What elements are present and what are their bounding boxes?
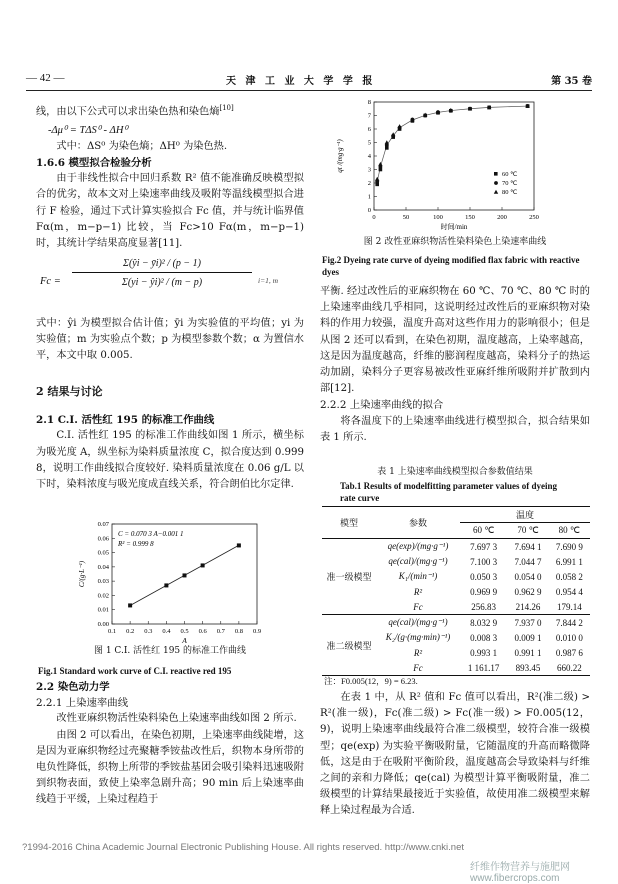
equation-numerator: Σ(ŷi − ȳi)² / (p − 1): [72, 258, 252, 273]
section-2-2-1-title: 2.2.1 上染速率曲线: [36, 697, 129, 710]
table-value-cell: 0.954 4: [555, 586, 583, 597]
left-column-4: [36, 679, 304, 809]
data-point-series-2: [385, 140, 389, 144]
table-value-cell: 179.14: [549, 599, 590, 615]
footer-copyright: ?1994-2016 China Academic Journal Electronic Publishing House. All rights reserved. http://www.cnki.net: [22, 842, 464, 853]
data-point: [183, 573, 187, 577]
table-group-label: 准一级模型: [322, 539, 376, 615]
paragraph-fit-discussion: 在表 1 中，从 R² 值和 Fc 值可以看出，R²(准二级) > R²(准一级)，Fc(准二级) > Fc(准一级) > F0.005(12，9)，说明上染速率曲线最符合准二级模型，较符合准一级模型；qe(exp) 为实验平衡吸附量，它随温度的升高而略微降低，这是由于在吸附平衡阶段，温度越高会导致染料与纤维之间的亲和力降低；qe(cal) 为模型计算平衡吸附量，准二级模型的计算结果最接近于实验值，故使用准二级模型来解释上染过程最为合适.: [320, 692, 590, 817]
section-1-6-6-title: 1.6.6 模型拟合检验分析: [36, 157, 152, 169]
watermark: 纤维作物营养与施肥网 www.fibercrops.com: [470, 862, 570, 884]
legend-label: 80 ℃: [502, 189, 518, 196]
table-row: [322, 615, 590, 631]
data-point: [164, 583, 168, 587]
table-value-cell: 0.962 9: [514, 586, 542, 597]
figure-2-caption-en: Fig.2 Dyeing rate curve of dyeing modified flax fabric with reactive dyes: [322, 255, 580, 277]
paragraph-entropy-where: 式中：ΔS⁰ 为染色熵；ΔH⁰ 为染色热.: [56, 140, 228, 152]
table-param-cell: K₂/(g·(mg·min)⁻¹): [385, 632, 451, 642]
y-axis-label: C/(g·L⁻¹): [78, 560, 86, 588]
y-tick-label: 7: [367, 112, 371, 120]
y-tick-label: 0.07: [97, 521, 109, 528]
table-header-temp-70: 70 ℃: [507, 523, 548, 539]
equation-denominator: Σ(yi − ŷi)² / (m − p): [121, 277, 203, 288]
table-1-note: 注：F0.005(12，9) = 6.23.: [324, 676, 418, 686]
x-axis-label: 时间/min: [440, 223, 468, 231]
paragraph-entropy-intro: 线，由以下公式可以求出染色热和染色熵[10]: [36, 104, 234, 118]
table-value-cell: 0.058 2: [555, 571, 583, 582]
figure-1-caption: 图 1 C.I. 活性红 195 的标准工作曲线: [93, 646, 247, 656]
data-point-series-2: [375, 177, 379, 181]
table-param-cell: K₁/(min⁻¹): [398, 571, 438, 581]
left-column-2: [36, 316, 304, 365]
table-value-cell: 7.044 7: [514, 556, 542, 567]
table-value-cell: 256.83: [460, 599, 507, 615]
data-point: [237, 543, 241, 547]
section-2-2-title: 2.2 染色动力学: [36, 681, 110, 693]
left-column-3: [36, 384, 304, 493]
fit-r2: R² = 0.999 8: [118, 540, 154, 548]
y-tick-label: 0.06: [97, 535, 109, 543]
y-tick-label: 0.01: [97, 606, 109, 614]
table-header-temp: 温度: [460, 507, 590, 523]
right-column: [320, 284, 590, 446]
equation-gibbs: -Δμ⁰ = TΔS⁰ - ΔH⁰: [48, 124, 128, 136]
y-tick-label: 0.03: [97, 578, 109, 586]
table-value-cell: 214.26: [507, 599, 548, 615]
table-param-cell: qe(exp)/(mg·g⁻¹): [387, 541, 449, 551]
y-tick-label: 8: [367, 99, 371, 106]
left-column: [36, 100, 304, 252]
table-value-cell: 8.032 9: [470, 617, 498, 628]
x-tick-label: 0.9: [252, 628, 262, 635]
volume-label: 第 35 卷: [551, 76, 592, 87]
x-tick-label: 250: [529, 214, 539, 221]
right-column-2: [320, 690, 590, 820]
table-header-temp-80: 80 ℃: [549, 523, 590, 539]
y-tick-label: 0.02: [97, 592, 109, 600]
x-tick-label: 0.6: [198, 628, 207, 635]
table-row: [322, 539, 590, 555]
table-value-cell: 7.697 3: [470, 541, 498, 552]
x-tick-label: 100: [433, 214, 443, 221]
table-value-cell: 0.993 1: [470, 647, 498, 658]
figure-1-chart: [76, 518, 266, 644]
page-number: — 42 —: [26, 72, 65, 84]
y-tick-label: 0: [367, 207, 371, 214]
x-tick-label: 0.4: [162, 628, 171, 635]
x-tick-label: 0.1: [107, 628, 117, 635]
table-header-temp-60: 60 ℃: [460, 523, 507, 539]
fit-equation: C = 0.070 3 A−0.001 1: [118, 530, 184, 538]
figure-1-plot: [78, 521, 261, 644]
table-param-cell: qe(cal)/(mg·g⁻¹): [388, 556, 448, 566]
y-axis-label: qt /(mg·g⁻¹): [336, 139, 344, 173]
paragraph-f-test: 由于非线性拟合中回归系数 R² 值不能准确反映模型拟合的优劣，故本文对上染速率曲线及吸附等温线模型拟合进行 F 检验，通过下式计算实验拟合 Fc 值，并与统计临界值 Fα(m，m−p−1) 比较，当 Fc>10 Fα(m，m−p−1) 时，其统计学结果高度显著[11].: [36, 173, 304, 250]
y-tick-label: 5: [367, 139, 371, 147]
table-value-cell: 0.969 9: [470, 586, 498, 597]
table-value-cell: 1 161.17: [467, 662, 500, 673]
x-tick-label: 0.8: [234, 628, 243, 635]
table-value-cell: 7.694 1: [514, 541, 542, 552]
x-tick-label: 0.7: [216, 628, 225, 635]
paragraph-fit-intro: 将各温度下的上染速率曲线进行模型拟合，拟合结果如表 1 所示.: [320, 415, 590, 443]
table-value-cell: 893.45: [515, 662, 541, 673]
figure-2-chart: [330, 96, 545, 236]
table-value-cell: 0.050 3: [470, 571, 498, 582]
y-tick-label: 2: [367, 180, 371, 187]
paragraph-rate-curve-intro: 改性亚麻织物活性染料染色上染速率曲线如图 2 所示.: [56, 713, 297, 725]
table-group-label: 准二级模型: [326, 640, 372, 651]
table-value-cell: 0.010 0: [555, 632, 583, 643]
figure-1-caption-en: Fig.1 Standard work curve of C.I. reactive red 195: [38, 666, 232, 676]
x-tick-label: 0: [372, 214, 376, 221]
table-value-cell: 660.22: [556, 662, 582, 673]
y-tick-label: 0.04: [97, 563, 109, 571]
legend-label: 60 ℃: [502, 171, 518, 178]
figure-2-caption: 图 2 改性亚麻织物活性染料染色上染速率曲线: [363, 237, 547, 247]
table-value-cell: 6.991 1: [555, 556, 583, 567]
table-value-cell: 0.054 0: [514, 571, 542, 582]
table-value-cell: 0.987 6: [555, 647, 583, 658]
y-tick-label: 6: [367, 126, 371, 133]
table-value-cell: 0.991 1: [514, 647, 542, 658]
table-1: [322, 506, 590, 676]
paragraph-rate-curve-discussion: 由图 2 可以看出，在染色初期，上染速率曲线陡增，这是因为亚麻织物经过壳聚糖季铵盐改性后，织物本身所带的电负性降低，织物上所带的季铵盐基团会吸引染料迅速吸附到织物表面，致使上染率急剧升高；90 min 后上染速率曲线趋于平缓，上染过程趋于: [36, 729, 304, 806]
section-2-title: 2 结果与讨论: [36, 385, 103, 398]
legend-marker: [494, 181, 498, 185]
x-tick-label: 200: [497, 214, 507, 221]
legend-label: 70 ℃: [502, 180, 518, 187]
x-tick-label: 150: [465, 214, 475, 221]
table-1-body: [322, 539, 590, 676]
x-tick-label: 50: [402, 214, 410, 221]
x-tick-label: 0.3: [144, 628, 153, 635]
table-1-caption: 表 1 上染速率曲线模型拟合参数值结果: [377, 467, 533, 477]
legend-marker: [494, 190, 498, 194]
y-tick-label: 4: [367, 153, 371, 160]
x-tick-label: 0.5: [180, 628, 189, 635]
equation-f-value: Fc = $\frac{\text{Σ(ŷi − ȳi)² / (p − 1)}}{\text{Σ(yi − ŷi)² / (m − p)}}$ i=1, m: [40, 258, 279, 288]
x-tick-label: 0.2: [126, 628, 135, 635]
table-value-cell: 7.100 3: [470, 556, 498, 567]
paragraph-symbol-defs: 式中：ŷi 为模型拟合估计值；ȳi 为实验值的平均值；yi 为实验值；m 为实验点个数；p 为模型参数个数；α 为置信水平，本文中取 0.005.: [36, 318, 304, 362]
equation-sum-range: i=1, m: [258, 276, 279, 285]
table-value-cell: 7.844 2: [555, 617, 583, 628]
paragraph-standard-curve: C.I. 活性红 195 的标准工作曲线如图 1 所示，横坐标为吸光度 A，纵坐标为染料质量浓度 C，拟合度达到 0.999 8，说明工作曲线拟合度较好. 染料质量浓度在 0.06 g/L 以下时，染料浓度与吸光度成直线关系，符合朗伯比尔定律.: [36, 430, 304, 491]
section-2-1-title: 2.1 C.I. 活性红 195 的标准工作曲线: [36, 414, 215, 427]
table-param-cell: Fc: [413, 662, 423, 673]
table-value-cell: 7.690 9: [555, 541, 583, 552]
table-param-cell: R²: [413, 647, 423, 658]
data-point: [128, 603, 132, 607]
paragraph-equilibrium: 平衡. 经过改性后的亚麻织物在 60 ℃、70 ℃、80 ℃ 时的上染速率曲线几乎相同，这说明经过改性后的亚麻织物对染料的作用力较强，温度升高对这些作用力的影响很小；但是从图 2 还可以看到，在染色初期，温度越高，上染率越高，这是因为温度越高，纤维的膨润程度越高，染料分子的热运动加剧，染料分子更容易被改性亚麻纤维所吸附并扩散到内部[12].: [320, 286, 590, 395]
table-value-cell: 7.937 0: [514, 617, 542, 628]
y-tick-label: 0.05: [97, 549, 109, 557]
running-header: [26, 72, 592, 88]
x-axis-label: A: [182, 636, 187, 644]
section-2-2-2-title: 2.2.2 上染速率曲线的拟合: [320, 399, 444, 412]
table-value-cell: 0.009 1: [514, 632, 542, 643]
figure-2-plot: [336, 99, 539, 231]
y-tick-label: 3: [367, 166, 371, 174]
table-header-param: 参数: [376, 507, 460, 539]
journal-title: 天 津 工 业 大 学 学 报: [226, 76, 376, 87]
table-1-caption-en: Tab.1 Results of modelfitting parameter values of dyeing rate curve: [340, 481, 557, 503]
header-rule: [26, 90, 592, 91]
legend-marker: [494, 172, 498, 176]
table-value-cell: 0.008 3: [470, 632, 498, 643]
table-param-cell: qe(cal)/(mg·g⁻¹): [388, 617, 448, 627]
y-tick-label: 0.00: [97, 621, 109, 628]
data-point-series-2: [397, 124, 401, 128]
table-header-model: 模型: [322, 507, 376, 539]
data-point: [201, 563, 205, 567]
table-param-cell: Fc: [376, 599, 460, 615]
table-param-cell: R²: [413, 586, 423, 597]
y-tick-label: 1: [367, 193, 371, 201]
